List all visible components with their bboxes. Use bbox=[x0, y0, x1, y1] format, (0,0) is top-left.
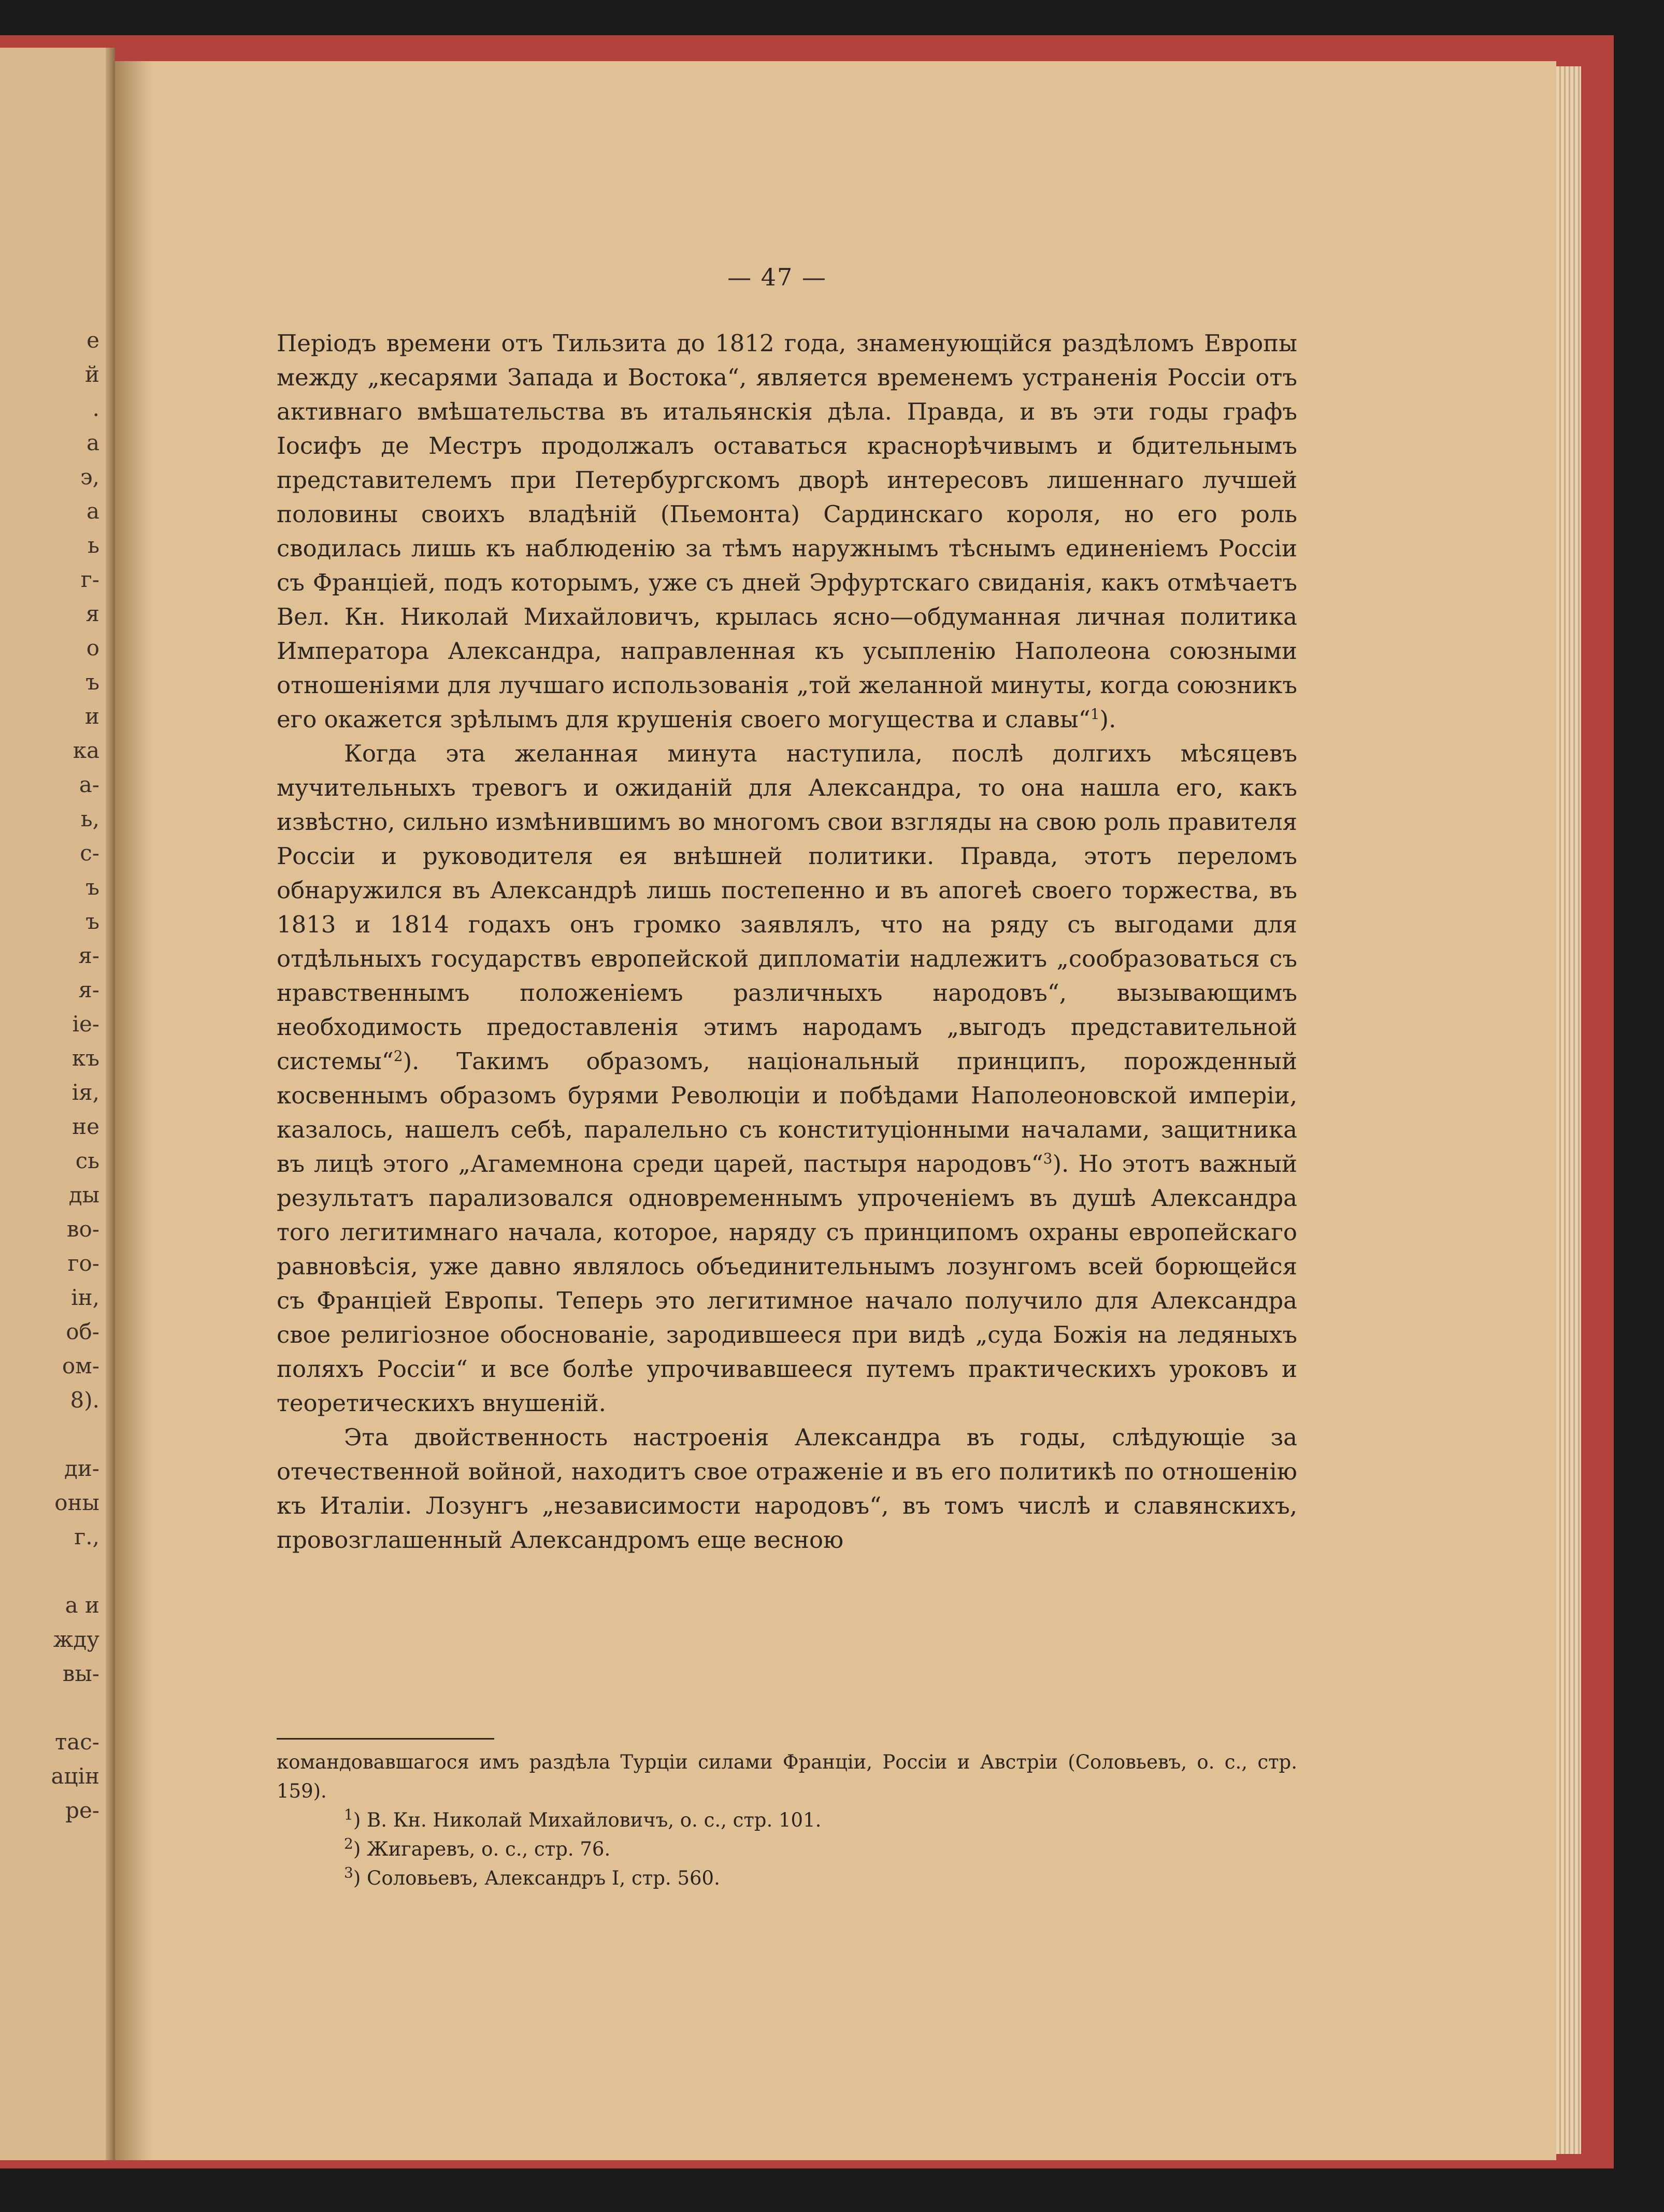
previous-page-line: я- bbox=[78, 977, 99, 1002]
previous-page-line: 8). bbox=[70, 1387, 99, 1413]
previous-page-line: ацін bbox=[51, 1763, 99, 1789]
previous-page-line: къ bbox=[72, 1045, 99, 1071]
previous-page-line: ь bbox=[88, 533, 99, 558]
previous-page-line: ка bbox=[73, 738, 99, 763]
footnote-ref-1: 1 bbox=[1090, 706, 1100, 723]
previous-page-line: ъ bbox=[85, 669, 99, 695]
footnote-ref-3: 3 bbox=[1043, 1150, 1053, 1167]
previous-page-line: й bbox=[85, 362, 99, 387]
previous-page-line: вы- bbox=[62, 1661, 99, 1686]
previous-page-line: ъ bbox=[85, 874, 99, 900]
footnotes bbox=[277, 1748, 1297, 1893]
previous-page-line: э, bbox=[80, 464, 99, 490]
previous-page-line: ды bbox=[68, 1182, 99, 1208]
footnote-1: $^1$) В. Кн. Николай Михайловичъ, о. с., стр. 101. bbox=[344, 1806, 822, 1831]
footnote-continuation: командовавшагося имъ раздѣла Турціи силами Франціи, Россіи и Австріи (Соловьевъ, о. с., стр. 159). bbox=[277, 1751, 1297, 1802]
previous-page-line: сь bbox=[75, 1148, 99, 1173]
previous-page-line: го- bbox=[67, 1251, 99, 1276]
previous-page-line: об- bbox=[66, 1319, 99, 1344]
previous-page-line: ре- bbox=[65, 1798, 99, 1823]
previous-page-strip bbox=[0, 48, 115, 2160]
body-text bbox=[277, 326, 1297, 1557]
previous-page-line: ь, bbox=[80, 806, 99, 831]
paragraph-1: Періодъ времени отъ Тильзита до 1812 года, знаменующійся раздѣломъ Европы между „кесарями Запада и Востока“, является временемъ устраненія Россіи отъ активнаго вмѣшательства въ итальянскія дѣла. Правда, и въ эти годы графъ Іосифъ де Местръ продолжалъ оставаться краснорѣчивымъ и бдительнымъ представителемъ при Петербургскомъ дворѣ интересовъ лишеннаго лучшей половины своихъ владѣній (Пьемонта) Сардинскаго короля, но его роль сводилась лишь къ наблюденію за тѣмъ наружнымъ тѣснымъ единеніемъ Россіи съ Франціей, подъ которымъ, уже съ дней Эрфуртскаго свиданія, какъ отмѣчаетъ Вел. Кн. Николай Михайловичъ, крылась ясно—обдуманная личная политика Императора Александра, направленная къ усыпленію Наполеона союзными отношеніями для лучшаго использованія „той желанной минуты, когда союзникъ его окажется зрѣлымъ для крушенія своего могущества и славы“$^1$). bbox=[277, 329, 1297, 733]
previous-page-line: а- bbox=[79, 772, 99, 797]
footnote-divider bbox=[277, 1738, 494, 1740]
previous-page-line: с- bbox=[80, 840, 99, 866]
previous-page-line: не bbox=[72, 1114, 99, 1139]
footnote-2: $^2$) Жигаревъ, о. с., стр. 76. bbox=[344, 1835, 611, 1860]
previous-page-line: и bbox=[85, 703, 99, 729]
footnote-3: $^3$) Соловьевъ, Александръ I, стр. 560. bbox=[344, 1864, 720, 1889]
previous-page-line: ъ bbox=[85, 909, 99, 934]
page-inner-shadow bbox=[115, 61, 151, 2160]
paragraph-2: Когда эта желанная минута наступила, послѣ долгихъ мѣсяцевъ мучительныхъ тревогъ и ожиданій для Александра, то она нашла его, какъ извѣстно, сильно измѣнившимъ во многомъ свои взгляды на свою роль правителя Россіи и руководителя ея внѣшней политики. Правда, этотъ переломъ обнаружился въ Александрѣ лишь постепенно и въ апогеѣ своего торжества, въ 1813 и 1814 годахъ онъ громко заявлялъ, что на ряду съ выгодами для отдѣльныхъ государствъ европейской дипломатіи надлежитъ „сообразоваться съ нравственнымъ положеніемъ различныхъ народовъ“, вызывающимъ необходимость предоставленія этимъ народамъ „выгодъ представительной системы“$^2$). Такимъ образомъ, національный принципъ, порожденный косвеннымъ образомъ бурями Революціи и побѣдами Наполеоновской имперіи, казалось, нашелъ себѣ, паралельно съ конституціонными началами, защитника въ лицѣ этого „Агамемнона среди царей, пастыря народовъ“$^3$). Но этотъ важный результатъ парализовался одновременнымъ упроченіемъ въ душѣ Александра того легитимнаго начала, которое, наряду съ принципомъ охраны европейскаго равновѣсія, уже давно являлось объединительнымъ лозунгомъ всей борющейся съ Франціей Европы. Теперь это легитимное начало получило для Александра свое религіозное обоснованіе, зародившееся при видѣ „суда Божія на ледяныхъ поляхъ Россіи“ и все болѣе упрочивавшееся путемъ практическихъ уроковъ и теоретическихъ внушеній. bbox=[277, 740, 1297, 1417]
previous-page-line: г- bbox=[80, 567, 99, 592]
previous-page-line: во- bbox=[66, 1216, 99, 1242]
previous-page-line: е bbox=[87, 327, 99, 353]
previous-page-line: тас- bbox=[55, 1729, 99, 1755]
page-edges bbox=[1556, 66, 1581, 2154]
gutter-shadow bbox=[106, 48, 115, 2160]
previous-page-line: жду bbox=[53, 1627, 99, 1652]
previous-page-line: ін, bbox=[71, 1285, 99, 1310]
previous-page-line: а bbox=[86, 498, 99, 524]
previous-page-line: я- bbox=[78, 943, 99, 968]
previous-page-line: я bbox=[85, 601, 99, 626]
previous-page-line: ди- bbox=[64, 1456, 99, 1481]
previous-page-line: о bbox=[86, 635, 99, 660]
previous-page-line: іе- bbox=[72, 1011, 99, 1037]
previous-page-line: г., bbox=[74, 1524, 99, 1549]
paragraph-3: Эта двойственность настроенія Александра въ годы, слѣдующіе за отечественной войной, находитъ свое отраженіе и въ его политикѣ по отношенію къ Италіи. Лозунгъ „независимости народовъ“, въ томъ числѣ и славянскихъ, провозглашенный Александромъ еще весною bbox=[277, 1424, 1297, 1554]
previous-page-line: оны bbox=[54, 1490, 99, 1515]
previous-page-line: а bbox=[86, 430, 99, 455]
previous-page-line: ом- bbox=[62, 1353, 99, 1378]
previous-page-line: . bbox=[92, 396, 99, 421]
page-number: — 47 — bbox=[727, 263, 827, 291]
footnote-ref-2: 2 bbox=[393, 1047, 403, 1065]
previous-page-line: ія, bbox=[71, 1080, 99, 1105]
previous-page-line: а и bbox=[65, 1592, 99, 1618]
